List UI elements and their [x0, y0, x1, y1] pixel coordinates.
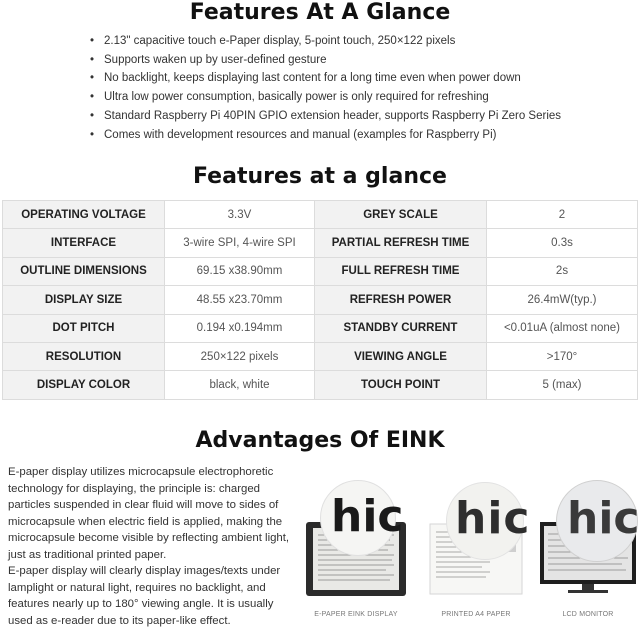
spec-label: INTERFACE	[3, 229, 165, 257]
spec-value: 48.55 x23.70mm	[165, 286, 315, 314]
spec-label: RESOLUTION	[3, 342, 165, 370]
spec-value: <0.01uA (almost none)	[487, 314, 638, 342]
spec-value: 250×122 pixels	[165, 342, 315, 370]
spec-title: Features at a glance	[193, 164, 447, 189]
description-paragraph: E-paper display will clearly display images/texts under lamplight or natural light, requires no backlight, and features nearly up to 180° viewing angle. It is usually used as e-reader due to its paper-like effect.	[8, 565, 281, 627]
table-row	[3, 229, 638, 257]
table-row	[3, 342, 638, 370]
feature-item: • Ultra low power consumption, basically power is only required for refreshing	[88, 88, 628, 107]
magnified-text: hic	[455, 493, 531, 544]
feature-item: • Supports waken up by user-defined gesture	[88, 51, 628, 70]
paper-comparison	[420, 478, 532, 618]
eink-caption: E-PAPER EINK DISPLAY	[314, 611, 398, 618]
eink-comparison	[300, 478, 412, 618]
spec-label: OUTLINE DIMENSIONS	[3, 257, 165, 285]
spec-value: 5 (max)	[487, 371, 638, 399]
spec-label: TOUCH POINT	[315, 371, 487, 399]
description-paragraph: E-paper display utilizes microcapsule electrophoretic technology for displaying, the principle is: charged particles suspended in clear fluid will move to sides of microcapsule when electric field is applied, making the microcapsule become visible by reflecting ambient light, just as traditional printed paper.	[8, 466, 290, 561]
feature-item: • No backlight, keeps displaying last content for a long time even when power down	[88, 69, 628, 88]
spec-value: 26.4mW(typ.)	[487, 286, 638, 314]
spec-label: PARTIAL REFRESH TIME	[315, 229, 487, 257]
spec-label: GREY SCALE	[315, 201, 487, 229]
paper-caption: PRINTED A4 PAPER	[441, 611, 511, 618]
spec-value: 69.15 x38.90mm	[165, 257, 315, 285]
spec-value: 3.3V	[165, 201, 315, 229]
spec-label: DOT PITCH	[3, 314, 165, 342]
lcd-comparison	[536, 478, 640, 618]
spec-value: 0.3s	[487, 229, 638, 257]
feature-item: • 2.13" capacitive touch e-Paper display, 5-point touch, 250×122 pixels	[88, 32, 628, 51]
table-row	[3, 314, 638, 342]
feature-list	[88, 32, 628, 144]
lcd-caption: LCD MONITOR	[562, 611, 614, 618]
table-row	[3, 257, 638, 285]
spec-value: black, white	[165, 371, 315, 399]
table-row	[3, 286, 638, 314]
feature-item: • Comes with development resources and manual (examples for Raspberry Pi)	[88, 126, 628, 145]
magnifier-eink	[320, 480, 404, 556]
spec-label: VIEWING ANGLE	[315, 342, 487, 370]
spec-label: REFRESH POWER	[315, 286, 487, 314]
magnified-text: hic	[331, 491, 404, 542]
features-title: Features At A Glance	[189, 0, 451, 25]
advantages-title: Advantages Of EINK	[195, 428, 445, 453]
feature-item: • Standard Raspberry Pi 40PIN GPIO extension header, supports Raspberry Pi Zero Series	[88, 107, 628, 126]
magnifier-lcd	[556, 480, 638, 562]
spec-label: DISPLAY COLOR	[3, 371, 165, 399]
table-row	[3, 371, 638, 399]
spec-label: STANDBY CURRENT	[315, 314, 487, 342]
table-row	[3, 201, 638, 229]
spec-value: 0.194 x0.194mm	[165, 314, 315, 342]
spec-table	[2, 200, 638, 400]
spec-label: OPERATING VOLTAGE	[3, 201, 165, 229]
eink-description	[8, 464, 296, 629]
spec-label: FULL REFRESH TIME	[315, 257, 487, 285]
spec-value: 2s	[487, 257, 638, 285]
spec-value: 3-wire SPI, 4-wire SPI	[165, 229, 315, 257]
spec-label: DISPLAY SIZE	[3, 286, 165, 314]
spec-value: >170°	[487, 342, 638, 370]
magnified-text: hic	[567, 493, 640, 544]
magnifier-paper	[446, 482, 531, 560]
spec-value: 2	[487, 201, 638, 229]
